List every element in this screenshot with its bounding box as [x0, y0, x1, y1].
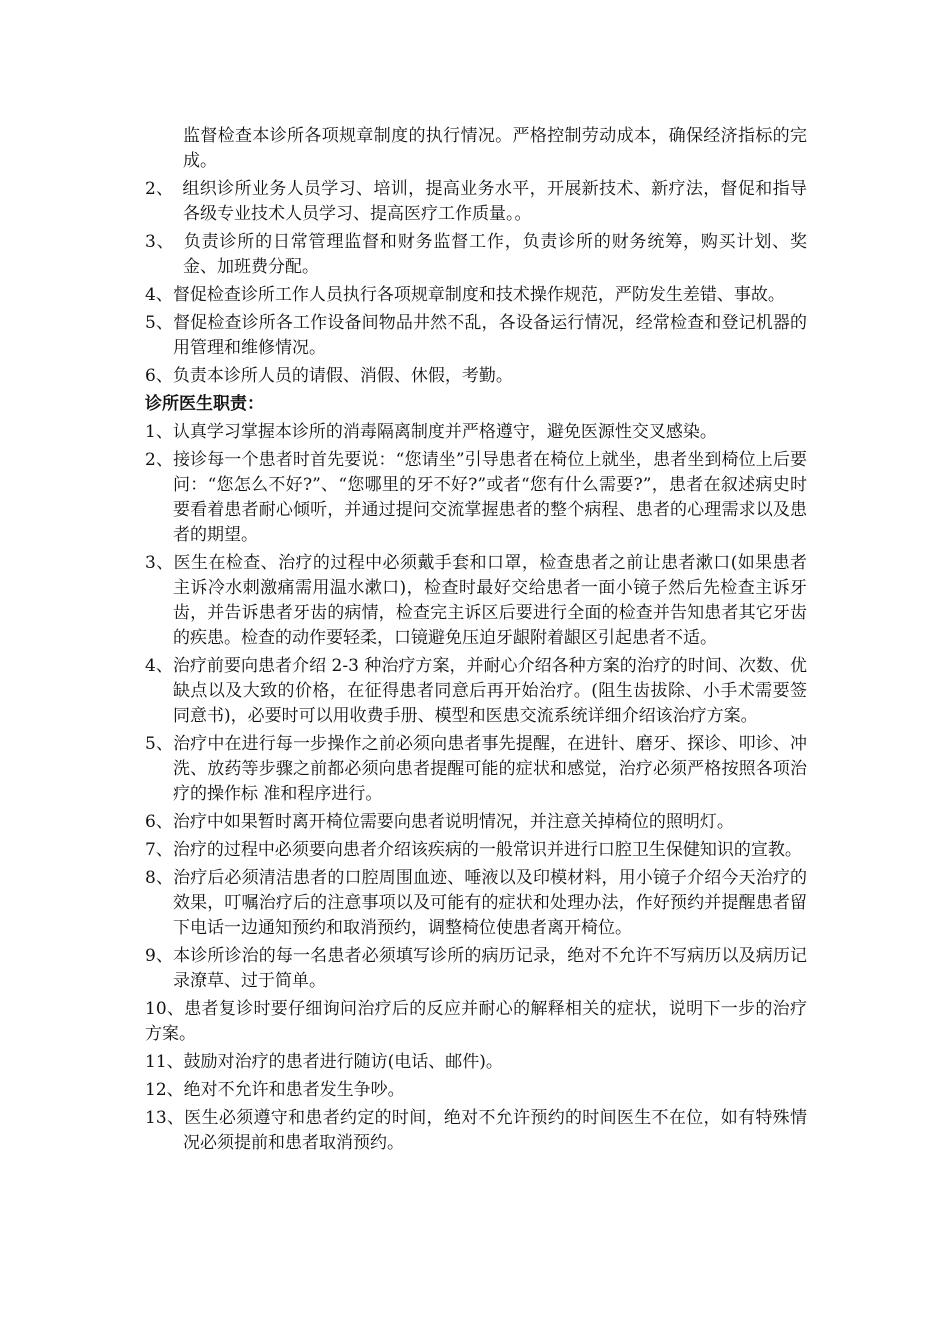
item-number: 1、 [145, 422, 173, 442]
item-text: 负责本诊所人员的请假、消假、休假，考勤。 [172, 366, 513, 386]
doctor-item-10 [145, 997, 807, 1047]
item-text: 治疗中如果暂时离开椅位需要向患者说明情况，并注意关掉椅位的照明灯。 [172, 812, 734, 832]
item-text: 治疗前要向患者介绍 2-3 种治疗方案，并耐心介绍各种方案的治疗的时间、次数、优缺点以及大致的价格，在征得患者同意后再开始治疗。(阻生齿拔除、小手术需要签同意书)，必要时可以用收费手册、模型和医患交流系统详细介绍该治疗方案。 [172, 656, 807, 726]
manager-item-5 [145, 311, 807, 361]
doctor-item-7 [145, 838, 807, 863]
item-text: 负责诊所的日常管理监督和财务监督工作，负责诊所的财务统筹，购买计划、奖金、加班费分配。 [182, 232, 807, 277]
item-number: 5、 [145, 313, 174, 333]
manager-intro-text: 监督检查本诊所各项规章制度的执行情况。严格控制劳动成本，确保经济指标的完成。 [183, 126, 807, 171]
doctor-item-1 [145, 420, 807, 445]
doctor-item-8 [145, 866, 807, 941]
item-number: 7、 [145, 840, 173, 860]
doctor-item-13 [145, 1106, 807, 1156]
doctor-item-11 [145, 1050, 807, 1075]
item-number: 2、 [145, 179, 174, 199]
item-text: 治疗的过程中必须要向患者介绍该疾病的一般常识并进行口腔卫生保健知识的宣教。 [172, 840, 802, 860]
item-number: 5、 [145, 734, 174, 754]
manager-item-4 [145, 283, 807, 308]
doctor-item-5 [145, 732, 807, 807]
item-text: 组织诊所业务人员学习、培训，提高业务水平，开展新技术、新疗法，督促和指导各级专业技术人员学习、提高医疗工作质量。。 [182, 179, 807, 224]
manager-item-3 [145, 230, 807, 280]
doctor-section-heading: 诊所医生职责： [145, 394, 264, 414]
manager-intro [145, 124, 807, 174]
item-number: 9、 [145, 946, 174, 966]
doctor-item-12 [145, 1078, 807, 1103]
item-number: 10、 [145, 999, 185, 1019]
item-number: 3、 [145, 553, 174, 573]
item-number: 3、 [145, 232, 175, 252]
item-text: 督促检查诊所各工作设备间物品井然不乱，各设备运行情况，经常检查和登记机器的用管理和维修情况。 [173, 313, 807, 358]
item-text: 接诊每一个患者时首先要说：“您请坐”引导患者在椅位上就坐，患者坐到椅位上后要问：“您怎么不好?”、“您哪里的牙不好?”或者“您有什么需要?”，患者在叙述病史时要看着患者耐心倾听，并通过提问交流掌握患者的整个病程、患者的心理需求以及患者的期望。 [173, 450, 807, 545]
item-number: 13、 [145, 1108, 185, 1128]
item-number: 4、 [145, 285, 173, 305]
item-number: 11、 [145, 1052, 184, 1072]
item-number: 12、 [145, 1080, 184, 1100]
item-text: 患者复诊时要仔细询问治疗后的反应并耐心的解释相关的症状，说明下一步的治疗方案。 [145, 999, 807, 1044]
item-number: 4、 [145, 656, 173, 676]
item-number: 8、 [145, 868, 174, 888]
doctor-item-3 [145, 551, 807, 651]
item-number: 6、 [145, 366, 173, 386]
item-text: 认真学习掌握本诊所的消毒隔离制度并严格遵守，避免医源性交叉感染。 [172, 422, 717, 442]
item-text: 本诊所诊治的每一名患者必须填写诊所的病历记录，绝对不允许不写病历以及病历记录潦草、过于简单。 [173, 946, 807, 991]
item-number: 6、 [145, 812, 173, 832]
doctor-item-2 [145, 448, 807, 548]
item-text: 治疗后必须清洁患者的口腔周围血迹、唾液以及印模材料，用小镜子介绍今天治疗的效果，叮嘱治疗后的注意事项以及可能有的症状和处理办法，作好预约并提醒患者留下电话一边通知预约和取消预约，调整椅位使患者离开椅位。 [173, 868, 807, 938]
item-text: 医生必须遵守和患者约定的时间，绝对不允许预约的时间医生不在位，如有特殊情况必须提前和患者取消预约。 [183, 1108, 807, 1153]
item-text: 鼓励对治疗的患者进行随访(电话、邮件)。 [183, 1052, 503, 1072]
manager-item-2 [145, 177, 807, 227]
item-text: 医生在检查、治疗的过程中必须戴手套和口罩，检查患者之前让患者漱口(如果患者主诉冷水刺激痛需用温水漱口)，检查时最好交给患者一面小镜子然后先检查主诉牙齿，并告诉患者牙齿的病情，检查完主诉区后要进行全面的检查并告知患者其它牙齿的疾患。检查的动作要轻柔，口镜避免压迫牙龈附着龈区引起患者不适。 [173, 553, 807, 648]
doctor-item-4 [145, 654, 807, 729]
item-text: 督促检查诊所工作人员执行各项规章制度和技术操作规范，严防发生差错、事故。 [172, 285, 785, 305]
item-number: 2、 [145, 450, 174, 470]
manager-item-6 [145, 364, 807, 389]
item-text: 治疗中在进行每一步操作之前必须向患者事先提醒，在进针、磨牙、探诊、叩诊、冲洗、放药等步骤之前都必须向患者提醒可能的症状和感觉，治疗必须严格按照各项治疗的操作标 准和程序进行。 [173, 734, 807, 804]
doctor-item-9 [145, 944, 807, 994]
item-text: 绝对不允许和患者发生争吵。 [183, 1080, 405, 1100]
doctor-item-6 [145, 810, 807, 835]
